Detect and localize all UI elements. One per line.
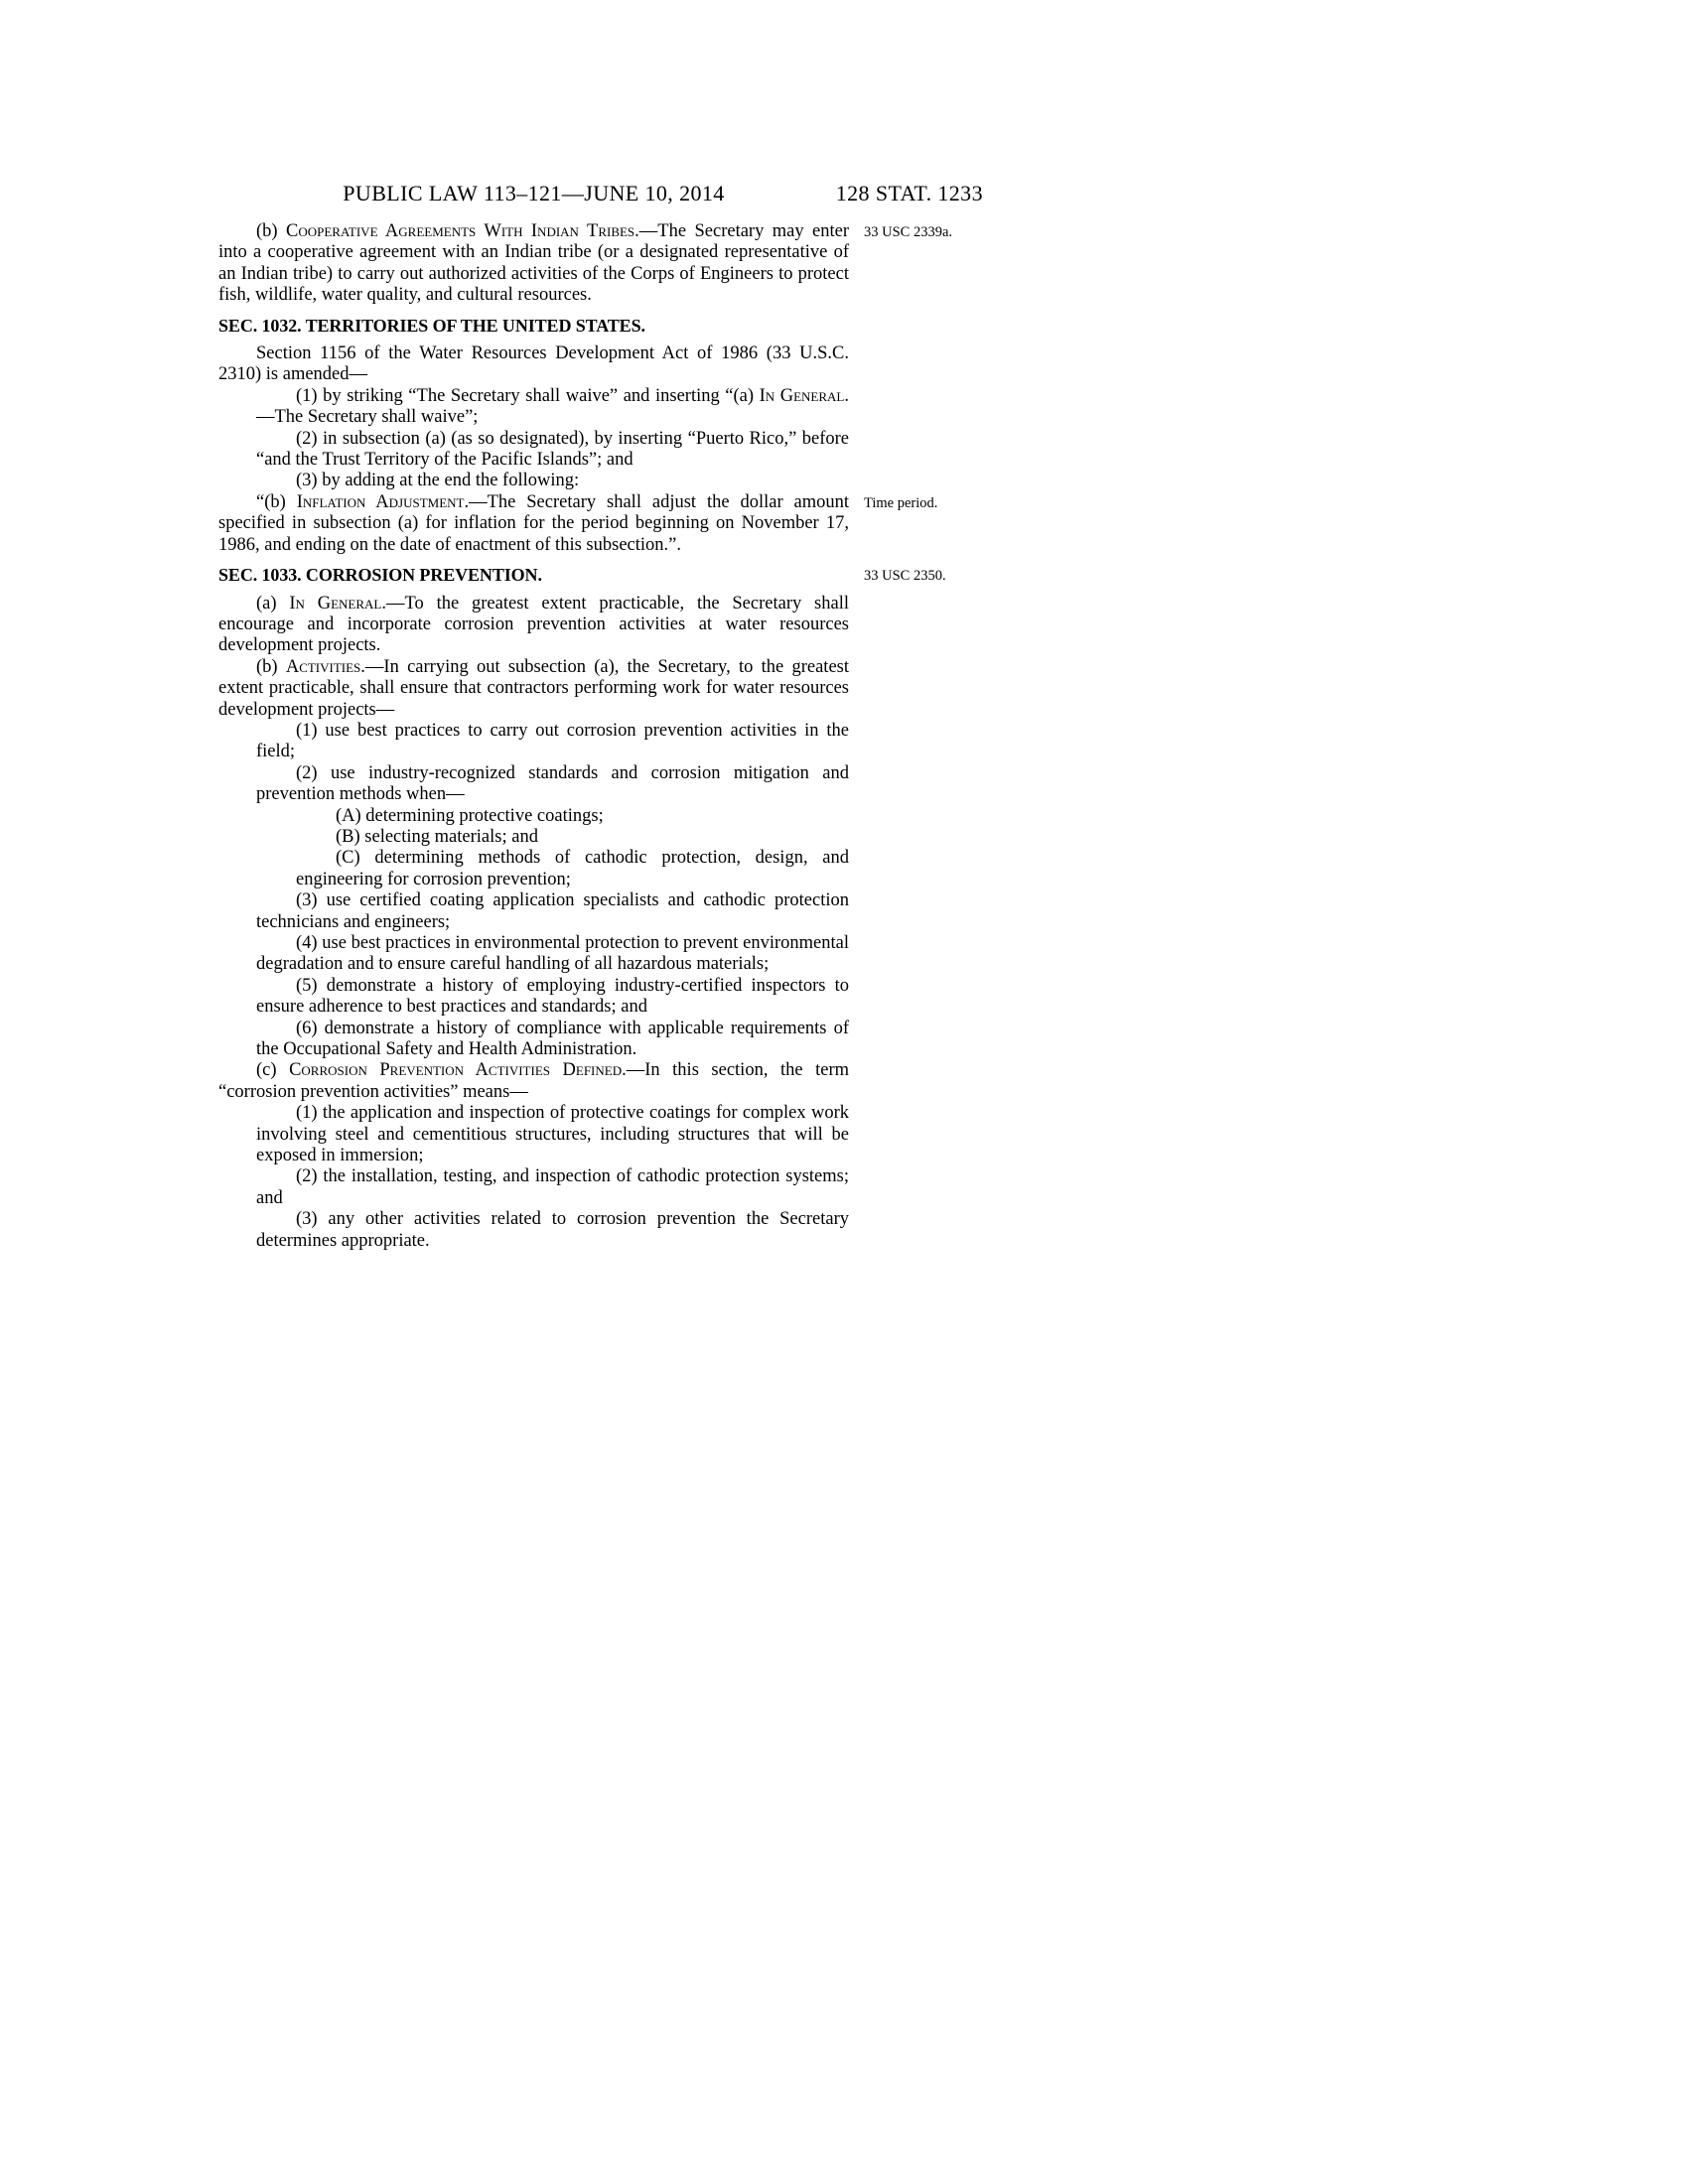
paragraph — [256, 1103, 849, 1166]
paragraph — [218, 221, 953, 307]
margin-note: 33 USC 2339a. — [864, 224, 953, 240]
paragraph — [256, 890, 849, 933]
small-caps-text: In General — [759, 385, 845, 406]
document-body — [218, 221, 953, 1252]
text-run: (b) — [256, 221, 286, 241]
paragraph — [296, 806, 849, 827]
text-run: Section 1156 of the Water Resources Development Act of 1986 (33 U.S.C. 2310) is amended— — [218, 343, 849, 385]
text-run: (2) the installation, testing, and inspection of cathodic protection systems; and — [256, 1166, 849, 1208]
text-run: (2) use industry-recognized standards and corrosion mitigation and prevention methods when— — [256, 762, 849, 805]
paragraph — [256, 1166, 849, 1209]
text-run: .—The Secretary shall waive”; — [256, 385, 849, 428]
text-run: (3) by adding at the end the following: — [296, 471, 580, 491]
paragraph — [256, 763, 849, 806]
small-caps-text: Activities — [285, 656, 361, 677]
paragraph — [256, 386, 849, 429]
text-run: (1) use best practices to carry out corrosion prevention activities in the field; — [256, 720, 849, 762]
text-run: (1) by striking “The Secretary shall waive” and inserting “(a) — [296, 385, 760, 406]
paragraph — [256, 429, 849, 472]
text-run: SEC. 1032. TERRITORIES OF THE UNITED STATES. — [218, 315, 645, 336]
small-caps-text: In General — [289, 593, 382, 614]
text-run: (2) in subsection (a) (as so designated), by inserting “Puerto Rico,” before “and the Trust Territory of the Pacific Islands”; and — [256, 428, 849, 471]
text-run: (3) any other activities related to corrosion prevention the Secretary determines appropriate. — [256, 1209, 849, 1251]
page-header — [218, 181, 983, 210]
text-run: (6) demonstrate a history of compliance with applicable requirements of the Occupational Safety and Health Administration. — [256, 1018, 849, 1060]
paragraph — [256, 1209, 849, 1252]
text-run: .—The Secretary shall adjust the dollar amount specified in subsection (a) for inflation for the period beginning on November 17, 1986, and ending on the date of enactment of this subsection.”. — [218, 491, 849, 555]
text-run: (C) determining methods of cathodic protection, design, and engineering for corrosion prevention; — [296, 848, 849, 889]
text-run: (B) selecting materials; and — [336, 826, 538, 847]
paragraph — [296, 827, 849, 848]
paragraph — [256, 933, 849, 976]
text-run: (a) — [256, 593, 290, 614]
text-run: “(b) — [256, 491, 297, 512]
text-run: .—To the greatest extent practicable, the Secretary shall encourage and incorporate corrosion prevention activities at water resources development projects. — [218, 593, 849, 656]
text-run: .—In carrying out subsection (a), the Secretary, to the greatest extent practicable, shall ensure that contractors performing work for water resources development projects— — [218, 656, 849, 720]
small-caps-text: Corrosion Prevention Activities Defined — [289, 1060, 623, 1081]
text-run: .—The Secretary may enter into a cooperative agreement with an Indian tribe (or a designated representative of an Indian tribe) to carry out authorized activities of the Corps of Engineers to protect fish, wildlife, water quality, and cultural resources. — [218, 221, 849, 306]
text-run: (3) use certified coating application specialists and cathodic protection technicians and engineers; — [256, 890, 849, 932]
section-heading — [218, 316, 849, 337]
section-heading — [218, 565, 946, 586]
paragraph — [218, 491, 938, 556]
margin-note: 33 USC 2350. — [864, 568, 946, 585]
paragraph — [256, 471, 849, 491]
paragraph — [218, 343, 849, 386]
paragraph — [256, 976, 849, 1019]
running-head-stat-number: 128 STAT. 1233 — [835, 181, 983, 205]
small-caps-text: Cooperative Agreements With Indian Tribes — [286, 221, 635, 241]
paragraph — [296, 848, 849, 890]
paragraph — [218, 1060, 849, 1103]
text-run: (A) determining protective coatings; — [336, 805, 604, 826]
paragraph — [256, 721, 849, 763]
paragraph — [218, 657, 849, 721]
paragraph — [256, 1019, 849, 1061]
text-run: (c) — [256, 1060, 290, 1081]
text-run: (4) use best practices in environmental protection to prevent environmental degradation and to ensure careful handling of all hazardous materials; — [256, 933, 849, 975]
text-run: .—In this section, the term “corrosion prevention activities” means— — [218, 1060, 849, 1102]
running-head-title: PUBLIC LAW 113–121—JUNE 10, 2014 — [343, 181, 725, 205]
paragraph — [218, 594, 849, 657]
text-run: SEC. 1033. CORROSION PREVENTION. — [218, 565, 542, 586]
text-run: (5) demonstrate a history of employing industry-certified inspectors to ensure adherence to best practices and standards; and — [256, 975, 849, 1018]
text-run: (b) — [256, 656, 286, 677]
margin-note: Time period. — [864, 494, 938, 511]
text-run: (1) the application and inspection of protective coatings for complex work involving steel and cementitious structures, including structures that will be exposed in immersion; — [256, 1103, 849, 1166]
small-caps-text: Inflation Adjustment — [296, 491, 465, 512]
